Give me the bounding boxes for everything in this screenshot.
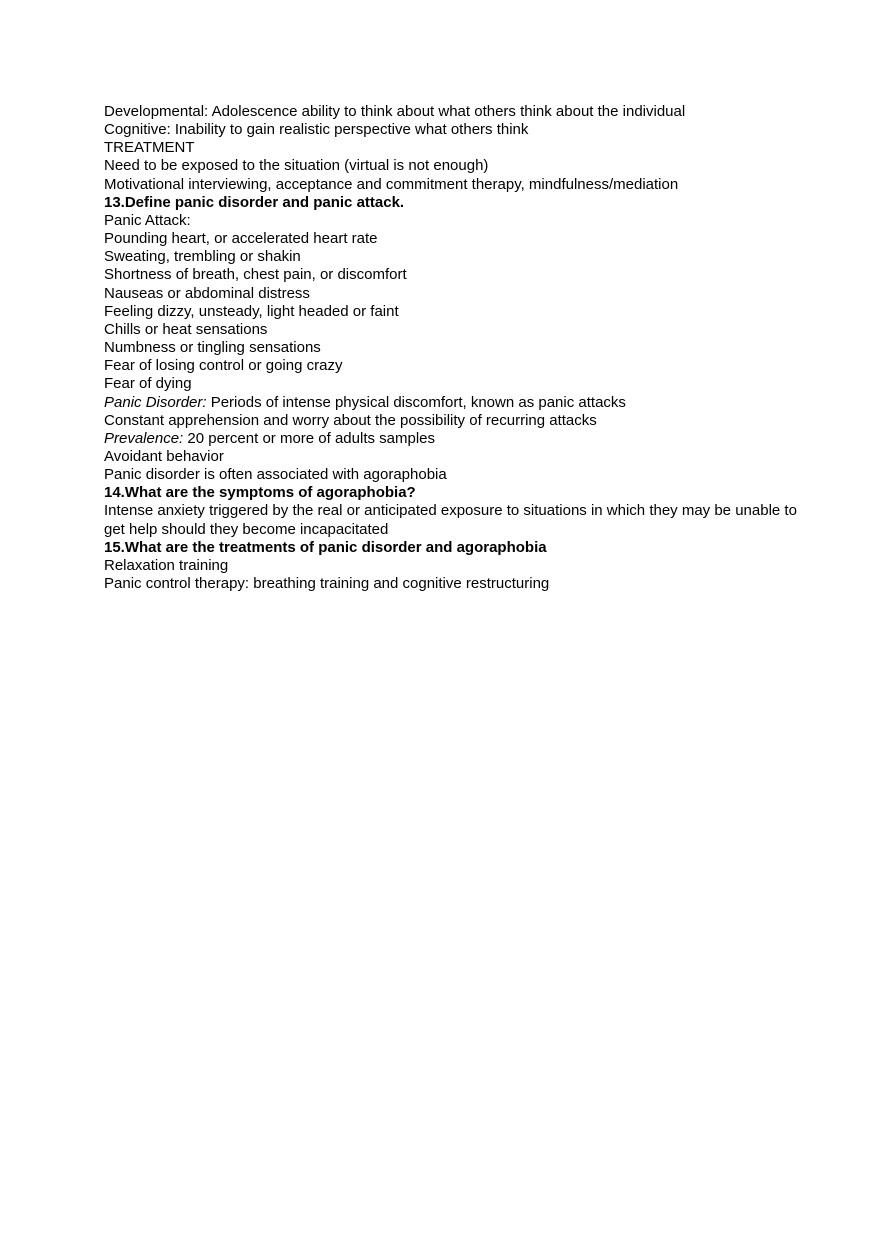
symptom-line: Chills or heat sensations <box>104 320 268 338</box>
text-line-cognitive: Cognitive: Inability to gain realistic perspective what others think <box>104 121 529 139</box>
panic-disorder-definition <box>104 394 804 412</box>
symptom-line: Feeling dizzy, unsteady, light headed or faint <box>104 302 399 320</box>
treatment-answer-line: Panic control therapy: breathing training and cognitive restructuring <box>104 575 550 593</box>
prevalence-text: 20 percent or more of adults samples <box>183 429 436 447</box>
symptom-line: Numbness or tingling sensations <box>104 339 321 357</box>
symptom-line: Fear of dying <box>104 375 192 393</box>
panic-attack-label: Panic Attack: <box>104 211 191 229</box>
agoraphobia-answer: Intense anxiety triggered by the real or anticipated exposure to situations in which they may be unable to get help should they become incapacitated <box>104 502 797 538</box>
question-15-heading: 15.What are the treatments of panic disorder and agoraphobia <box>104 538 547 556</box>
symptom-line: Nauseas or abdominal distress <box>104 284 310 302</box>
avoidant-line: Avoidant behavior <box>104 447 224 465</box>
treatment-answer-line: Relaxation training <box>104 556 229 574</box>
text-line-therapies: Motivational interviewing, acceptance and commitment therapy, mindfulness/mediation <box>104 175 679 193</box>
symptom-line: Shortness of breath, chest pain, or discomfort <box>104 266 407 284</box>
prevalence-line <box>104 430 804 448</box>
symptom-line: Pounding heart, or accelerated heart rate <box>104 230 378 248</box>
symptom-line: Fear of losing control or going crazy <box>104 357 343 375</box>
panic-disorder-text: Periods of intense physical discomfort, known as panic attacks <box>206 393 626 411</box>
apprehension-line: Constant apprehension and worry about the possibility of recurring attacks <box>104 411 597 429</box>
text-line-exposure: Need to be exposed to the situation (virtual is not enough) <box>104 157 489 175</box>
prevalence-term: Prevalence: <box>104 429 184 447</box>
symptom-line: Sweating, trembling or shakin <box>104 248 301 266</box>
document-body <box>104 103 804 593</box>
panic-disorder-term: Panic Disorder: <box>104 393 207 411</box>
text-line-treatment-label: TREATMENT <box>104 139 195 157</box>
text-line-developmental: Developmental: Adolescence ability to think about what others think about the individual <box>104 103 686 120</box>
question-13-heading: 13.Define panic disorder and panic attack. <box>104 193 405 211</box>
question-14-heading: 14.What are the symptoms of agoraphobia? <box>104 484 416 502</box>
association-line: Panic disorder is often associated with agoraphobia <box>104 466 447 484</box>
